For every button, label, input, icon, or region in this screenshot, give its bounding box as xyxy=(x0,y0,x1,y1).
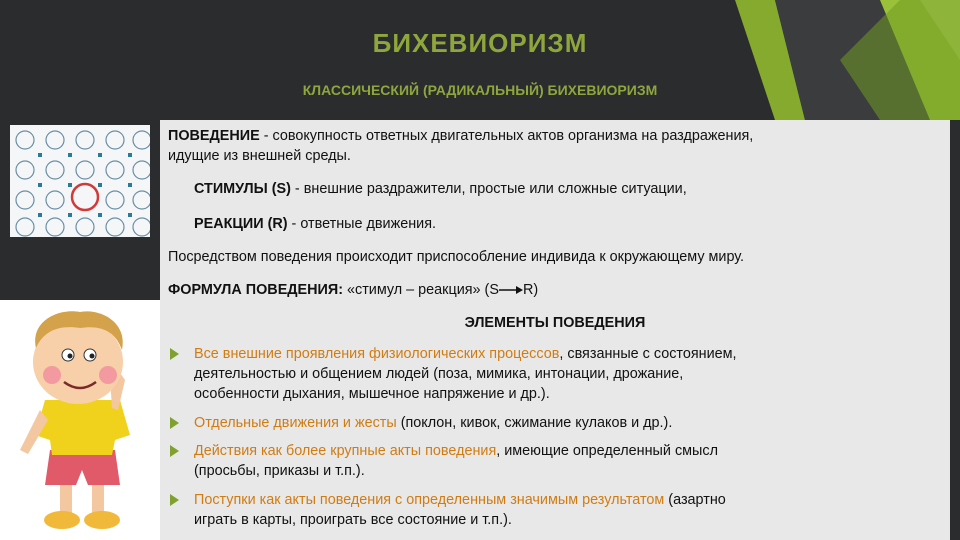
element-3-text: , имеющие определенный смысл xyxy=(496,443,718,459)
content-panel xyxy=(160,120,950,540)
bullet-icon xyxy=(170,348,179,360)
bullet-icon xyxy=(170,494,179,506)
definition-text-line1: - совокупность ответных двигательных актов организма на раздражения, xyxy=(259,128,754,144)
arrow-right-icon xyxy=(499,285,523,295)
element-4-text: (азартно xyxy=(664,492,726,508)
formula-end: R) xyxy=(522,282,539,298)
formula-text: «стимул – реакция» (S xyxy=(343,282,499,298)
stimuli-term: СТИМУЛЫ (S) xyxy=(194,181,291,197)
element-item-3 xyxy=(194,441,946,481)
bullet-icon xyxy=(170,445,179,457)
element-1-highlight: Все внешние проявления физиологических процессов xyxy=(194,346,560,362)
definition-text-line2: идущие из внешней среды. xyxy=(168,148,351,164)
bullet-icon xyxy=(170,218,179,230)
pattern-image xyxy=(10,125,150,237)
formula-line xyxy=(168,280,948,300)
definition-block xyxy=(168,126,948,166)
page-title: БИХЕВИОРИЗМ xyxy=(372,28,588,58)
adaptation-text: Посредством поведения происходит приспособление индивида к окружающему миру. xyxy=(168,249,745,265)
element-3-line2: (просьбы, приказы и т.п.). xyxy=(194,463,365,479)
element-1-line3: особенности дыхания, мышечное напряжение и др.). xyxy=(194,386,550,402)
bullet-icon xyxy=(170,417,179,429)
stimuli-text: - внешние раздражители, простые или сложные ситуации, xyxy=(290,181,687,197)
reactions-item xyxy=(194,214,934,234)
element-4-line2: играть в карты, проиграть все состояние и т.п.). xyxy=(194,512,512,528)
elements-heading: ЭЛЕМЕНТЫ ПОВЕДЕНИЯ xyxy=(464,315,646,331)
element-2-highlight: Отдельные движения и жесты xyxy=(194,415,397,431)
element-item-1 xyxy=(194,344,946,404)
element-4-highlight: Поступки как акты поведения с определенным значимым результатом xyxy=(194,492,665,508)
element-1-text: , связанные с состоянием, xyxy=(559,346,737,362)
formula-label: ФОРМУЛА ПОВЕДЕНИЯ: xyxy=(168,282,344,298)
element-1-line2: деятельностью и общением людей (поза, мимика, интонации, дрожание, xyxy=(194,366,684,382)
stimuli-item xyxy=(194,179,934,199)
element-item-2 xyxy=(194,413,946,433)
page-subtitle: КЛАССИЧЕСКИЙ (РАДИКАЛЬНЫЙ) БИХЕВИОРИЗМ xyxy=(302,82,658,98)
reactions-term: РЕАКЦИИ (R) xyxy=(194,216,288,232)
bullet-icon xyxy=(170,183,179,195)
definition-term: ПОВЕДЕНИЕ xyxy=(168,128,260,144)
element-item-4 xyxy=(194,490,946,530)
cartoon-boy-image xyxy=(0,300,160,540)
element-3-highlight: Действия как более крупные акты поведения xyxy=(194,443,497,459)
element-2-text: (поклон, кивок, сжимание кулаков и др.). xyxy=(396,415,673,431)
reactions-text: - ответные движения. xyxy=(287,216,436,232)
